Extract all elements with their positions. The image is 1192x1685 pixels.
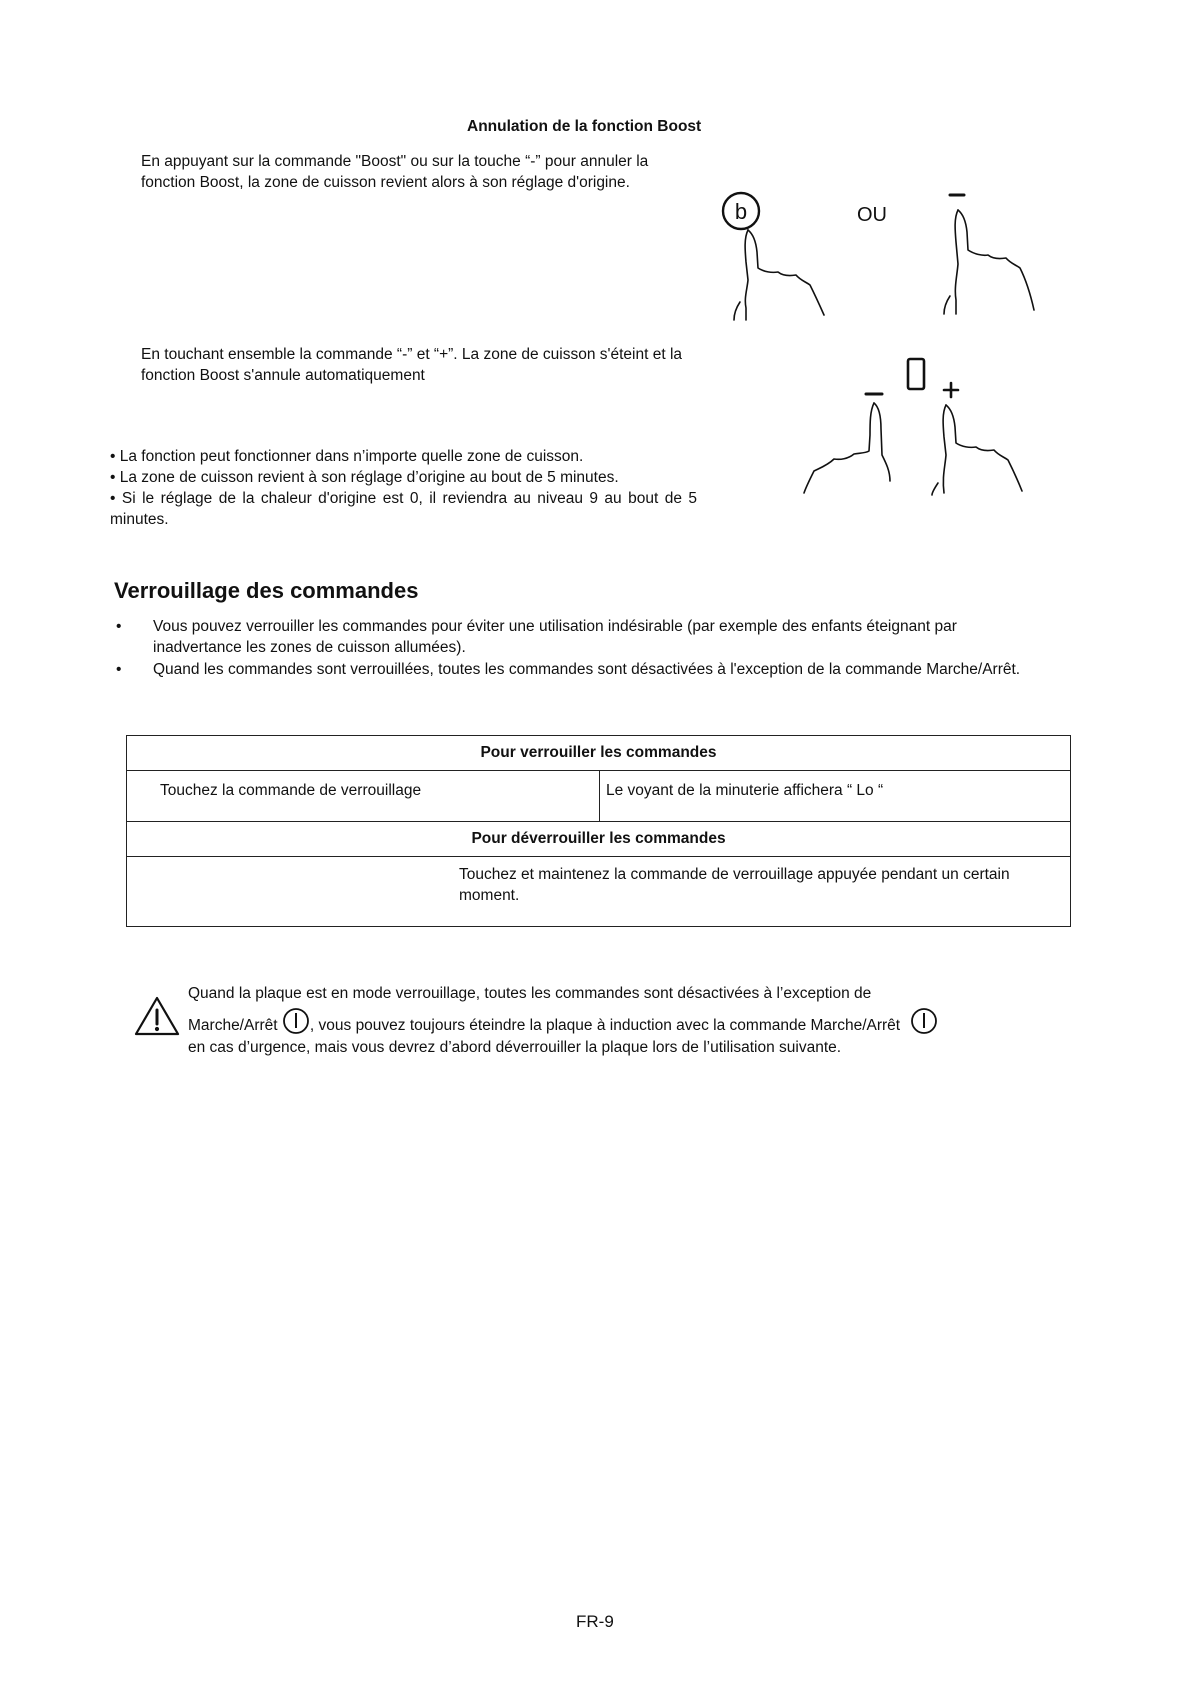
boost-button-label: b	[734, 199, 748, 224]
boost-title: Annulation de la fonction Boost	[467, 118, 702, 135]
power-icon	[282, 1007, 310, 1035]
minus-button-hand-illustration	[940, 192, 1060, 327]
ou-label: OU	[857, 204, 887, 226]
lock-table	[126, 735, 1071, 927]
warning-triangle-icon	[133, 995, 181, 1037]
lock-bullet-2-text: Quand les commandes sont verrouillées, toutes les commandes sont désactivées à l'exception de la commande Marche/Arrêt.	[153, 661, 1021, 678]
boost-bullet-3-text: Si le réglage de la chaleur d'origine est 0, il reviendra au niveau 9 au bout de 5 minutes.	[110, 490, 698, 528]
lock-bullet-1: • Vous pouvez verrouiller les commandes pour éviter une utilisation indésirable (par exemple des enfants éteignant par inadvertance les zones de cuisson allumées).	[116, 616, 1086, 658]
boost-bullet-1: • La fonction peut fonctionner dans n’importe quelle zone de cuisson.	[110, 448, 584, 465]
lock-result-cell: Le voyant de la minuterie affichera “ Lo “	[606, 782, 884, 799]
warning-marche-arret-label: Marche/Arrêt	[188, 1017, 278, 1034]
lock-table-header-lock: Pour verrouiller les commandes	[127, 736, 1070, 771]
boost-bullet-2: • La zone de cuisson revient à son réglage d’origine au bout de 5 minutes.	[110, 469, 619, 486]
display-zero-icon	[908, 359, 924, 389]
lock-action-cell: Touchez la commande de verrouillage	[160, 782, 422, 799]
lock-table-row-lock	[127, 771, 1070, 822]
warning-line-3: en cas d’urgence, mais vous devrez d’abord déverrouiller la plaque lors de l’utilisation suivante.	[188, 1039, 842, 1056]
unlock-action-cell: Touchez et maintenez la commande de verrouillage appuyée pendant un certain moment.	[459, 866, 1010, 904]
lock-bullet-2: • Quand les commandes sont verrouillées, toutes les commandes sont désactivées à l'exception de la commande Marche/Arrêt.	[116, 659, 1086, 680]
power-icon	[910, 1007, 938, 1035]
boost-paragraph-1: En appuyant sur la commande "Boost" ou sur la touche “-” pour annuler la fonction Boost, la zone de cuisson revient alors à son réglage d'origine.	[141, 153, 649, 191]
lock-section-heading: Verrouillage des commandes	[114, 578, 419, 603]
lock-table-header-unlock: Pour déverrouiller les commandes	[127, 822, 1070, 857]
lock-bullet-1-text: Vous pouvez verrouiller les commandes pour éviter une utilisation indésirable (par exemple des enfants éteignant par inadvertance les zones de cuisson allumées).	[153, 618, 957, 656]
boost-button-hand-illustration	[720, 190, 840, 325]
boost-bullet-3: • Si le réglage de la chaleur d'origine est 0, il reviendra au niveau 9 au bout de 5 minutes.	[110, 490, 698, 528]
boost-bullet-2-text: La zone de cuisson revient à son réglage d’origine au bout de 5 minutes.	[119, 469, 619, 486]
page-number: FR-9	[576, 1612, 614, 1631]
boost-paragraph-2: En touchant ensemble la commande “-” et “+”. La zone de cuisson s'éteint et la fonction Boost s'annule automatiquement	[141, 346, 683, 384]
minus-plus-hands-illustration	[786, 355, 1056, 495]
warning-line-1: Quand la plaque est en mode verrouillage, toutes les commandes sont désactivées à l’exception de	[188, 985, 872, 1002]
boost-bullet-1-text: La fonction peut fonctionner dans n’importe quelle zone de cuisson.	[119, 448, 584, 465]
warning-line-2-text: , vous pouvez toujours éteindre la plaque à induction avec la commande Marche/Arrêt	[309, 1017, 901, 1034]
